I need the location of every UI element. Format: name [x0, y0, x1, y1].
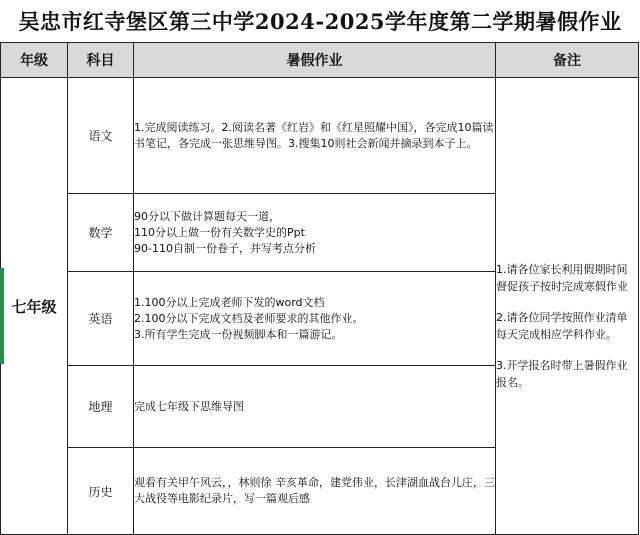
note-item: 2.请各位同学按照作业清单每天完成相应学科作业。	[496, 311, 628, 341]
header-row	[1, 43, 639, 78]
homework-line: 2.100分以下完成文档及老师要求的其他作业。	[134, 311, 364, 325]
homework-line: 90分以下做计算题每天一道，	[134, 209, 280, 223]
homework-line: 1.完成阅读练习。2.阅读名著《红岩》和《红星照耀中国》，各完成10篇读书笔记，各完成一张思维导图。3.搜集10则社会新闻并摘录到本子上。	[134, 120, 494, 150]
header-grade: 年级	[1, 43, 68, 78]
homework-line: 110分以上做一份有关数学史的Ppt	[134, 225, 305, 239]
subject-math: 数学	[68, 194, 134, 272]
homework-history	[134, 448, 496, 535]
homework-line: 完成七年级下思维导图	[134, 399, 244, 413]
homework-line: 1.100分以上完成老师下发的word文档	[134, 295, 325, 309]
subject-geography: 地理	[68, 366, 134, 448]
homework-table	[0, 42, 639, 535]
grade-cell	[1, 78, 68, 535]
notes-cell	[496, 78, 639, 535]
homework-english	[134, 272, 496, 366]
homework-line: 3.所有学生完成一份视频脚本和一篇游记。	[134, 327, 343, 341]
table-row	[1, 78, 639, 194]
homework-chinese	[134, 78, 496, 194]
note-item: 3.开学报名时带上暑假作业报名。	[496, 359, 628, 389]
homework-geography	[134, 366, 496, 448]
grade-label: 七年级	[11, 297, 57, 316]
subject-chinese: 语文	[68, 78, 134, 194]
header-homework: 暑假作业	[134, 43, 496, 78]
note-item: 1.请各位家长利用假期时间督促孩子按时完成寒假作业	[496, 263, 628, 293]
subject-history: 历史	[68, 448, 134, 535]
homework-math	[134, 194, 496, 272]
grade-marker	[0, 268, 4, 364]
header-subject: 科目	[68, 43, 134, 78]
homework-line: 观看有关甲午风云，，林则徐 辛亥革命，建党伟业，长津湖血战台儿庄，三大战役等电影纪录片，写一篇观后感	[134, 476, 495, 505]
subject-english: 英语	[68, 272, 134, 366]
page-title: 吴忠市红寺堡区第三中学2024-2025学年度第二学期暑假作业	[18, 9, 622, 34]
header-notes: 备注	[496, 43, 639, 78]
homework-line: 90-110自制一份卷子，并写考点分析	[134, 241, 316, 255]
